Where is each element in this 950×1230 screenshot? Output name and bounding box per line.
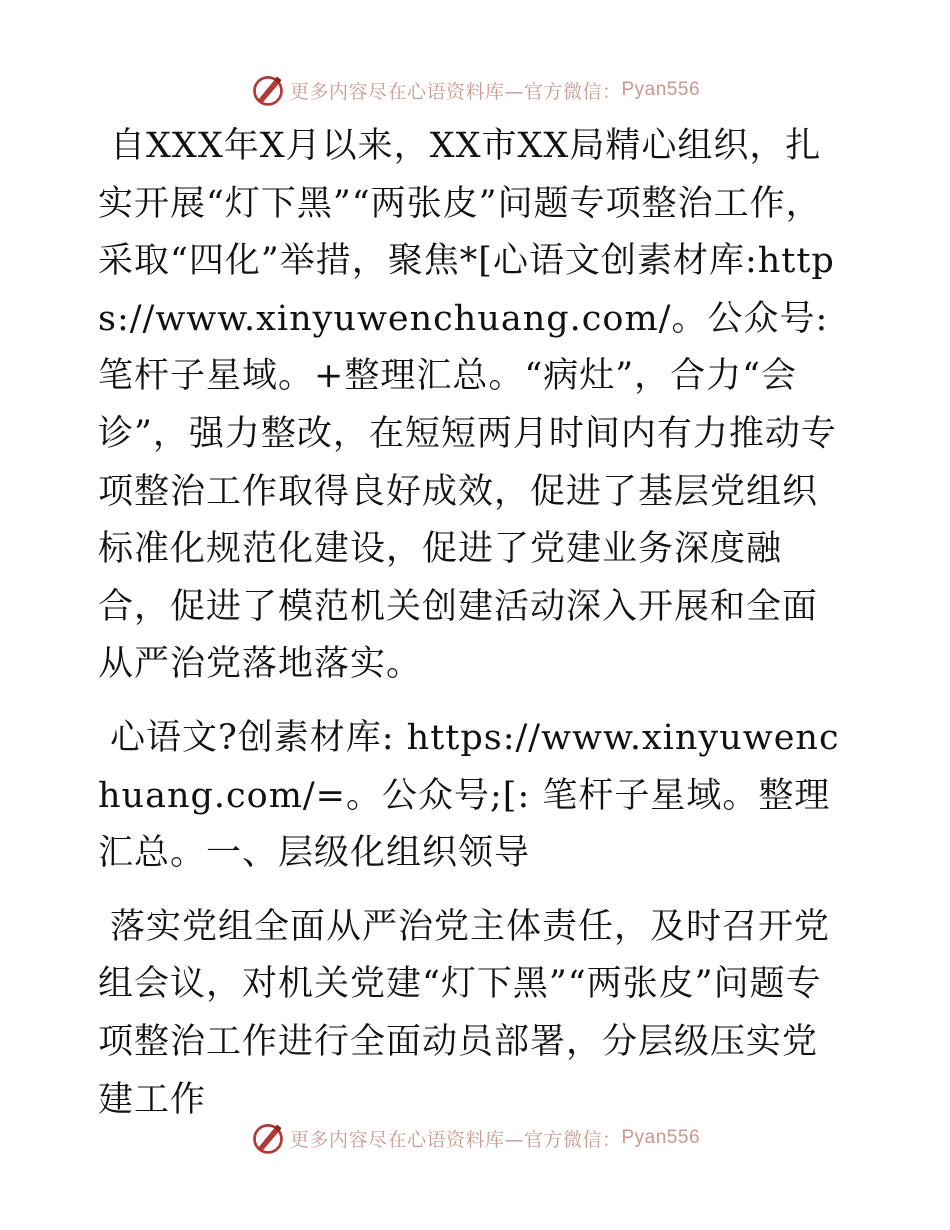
footer-wechat-id: Pyan556 bbox=[621, 1127, 701, 1148]
paragraph-section-heading-text: 心语文?创素材库: https://www.xinyuwenchuang.com/=。公众号;[: 笔杆子星域。整理汇总。一、层级化组织领导 bbox=[98, 717, 840, 874]
header-wechat-id: Pyan556 bbox=[621, 79, 701, 100]
footer-banner-text: 更多内容尽在心语资料库—官方微信： bbox=[289, 1128, 622, 1151]
paragraph-section-heading bbox=[98, 710, 850, 883]
document-body bbox=[98, 118, 850, 1129]
header-banner bbox=[0, 68, 950, 112]
paragraph-intro bbox=[98, 118, 850, 694]
pen-logo-icon bbox=[250, 1120, 286, 1156]
pen-logo-icon bbox=[250, 72, 286, 108]
footer-banner bbox=[0, 1116, 950, 1160]
paragraph-body bbox=[98, 899, 850, 1129]
header-banner-text: 更多内容尽在心语资料库—官方微信： bbox=[289, 80, 622, 103]
paragraph-intro-text: 自XXX年X月以来，XX市XX局精心组织，扎实开展“灯下黑”“两张皮”问题专项整治工作，采取“四化”举措，聚焦*[心语文创素材库:https://www.xinyuwenchuang.com/。公众号: 笔杆子星域。+整理汇总。“病灶”，合力“会诊”，强力整改，在短短两月时间内有力推动专项整治工作取得良好成效，促进了基层党组织标准化规范化建设，促进了党建业务深度融合，促进了模范机关创建活动深入开展和全面从严治党落地落实。 bbox=[98, 126, 837, 685]
paragraph-body-text: 落实党组全面从严治党主体责任，及时召开党组会议，对机关党建“灯下黑”“两张皮”问题专项整治工作进行全面动员部署，分层级压实党建工作 bbox=[98, 906, 831, 1120]
